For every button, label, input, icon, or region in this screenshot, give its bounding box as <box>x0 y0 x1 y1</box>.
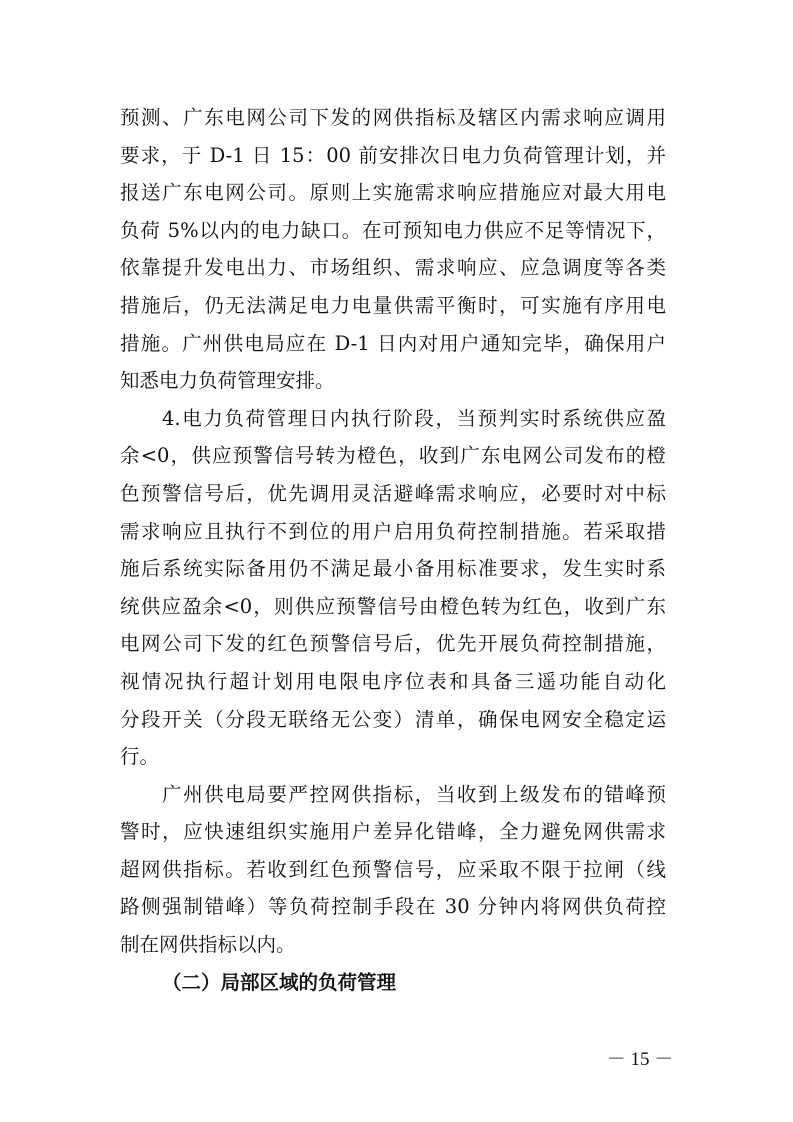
text-line: 依靠提升发电出力、市场组织、需求响应、应急调度等各类 <box>120 256 666 280</box>
paragraph-1 <box>120 99 666 400</box>
page-number: － 15 － <box>606 1049 674 1070</box>
text-line: 分段开关（分段无联络无公变）清单，确保电网安全稳定运 <box>120 707 666 731</box>
text-line: 超网供指标。若收到红色预警信号，应采取不限于拉闸（线 <box>120 857 666 881</box>
text-line: 统供应盈余<0，则供应预警信号由橙色转为红色，收到广东 <box>120 594 666 618</box>
text-line: 警时，应快速组织实施用户差异化错峰，全力避免网供需求 <box>120 820 666 844</box>
text-line: 措施。广州供电局应在 D-1 日内对用户通知完毕，确保用户 <box>120 331 666 355</box>
section-heading: （二）局部区域的负荷管理 <box>162 970 397 994</box>
paragraph-2 <box>120 400 666 776</box>
text-line: 电网公司下发的红色预警信号后，优先开展负荷控制措施， <box>120 632 666 656</box>
text-line: 4.电力负荷管理日内执行阶段，当预判实时系统供应盈 <box>162 406 666 430</box>
text-line: 制在网供指标以内。 <box>120 933 296 957</box>
text-line: 余<0，供应预警信号转为橙色，收到广东电网公司发布的橙 <box>120 444 666 468</box>
text-line: 广州供电局要严控网供指标，当收到上级发布的错峰预 <box>162 782 666 806</box>
text-line: 要求，于 D-1 日 15：00 前安排次日电力负荷管理计划，并 <box>120 143 666 167</box>
text-line: 措施后，仍无法满足电力电量供需平衡时，可实施有序用电 <box>120 293 666 317</box>
text-line: 路侧强制错峰）等负荷控制手段在 30 分钟内将网供负荷控 <box>120 895 666 919</box>
text-line: 需求响应且执行不到位的用户启用负荷控制措施。若采取措 <box>120 519 666 543</box>
text-line: 预测、广东电网公司下发的网供指标及辖区内需求响应调用 <box>120 106 666 129</box>
text-line: 负荷 5%以内的电力缺口。在可预知电力供应不足等情况下， <box>120 218 666 242</box>
document-body <box>120 99 666 1001</box>
text-line: 色预警信号后，优先调用灵活避峰需求响应，必要时对中标 <box>120 481 666 505</box>
text-line: 知悉电力负荷管理安排。 <box>120 369 335 393</box>
text-line: 行。 <box>120 745 160 769</box>
text-line: 报送广东电网公司。原则上实施需求响应措施应对最大用电 <box>120 181 666 205</box>
text-line: 施后系统实际备用仍不满足最小备用标准要求，发生实时系 <box>120 557 666 581</box>
text-line: 视情况执行超计划用电限电序位表和具备三遥功能自动化 <box>120 669 666 693</box>
paragraph-3 <box>120 776 666 964</box>
